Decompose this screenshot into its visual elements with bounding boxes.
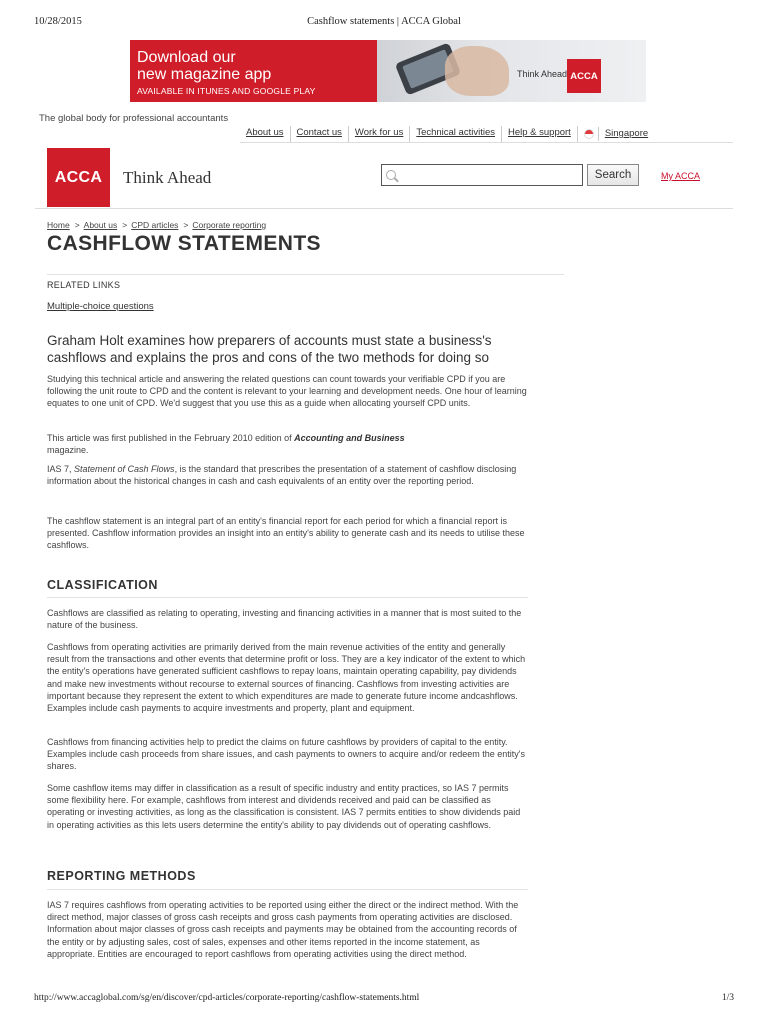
region-label[interactable]: Singapore <box>598 127 654 141</box>
article-intro: Graham Holt examines how preparers of accounts must state a business's cashflows and explains the pros and cons of the two methods for doing so <box>47 333 492 365</box>
page-number: 1/3 <box>721 993 734 1003</box>
page-title: CASHFLOW STATEMENTS <box>47 232 321 255</box>
section-divider <box>47 597 528 598</box>
banner-think-ahead: Think Ahead <box>517 69 568 79</box>
nav-contact-us[interactable]: Contact us <box>290 126 348 142</box>
section-heading-classification: CLASSIFICATION <box>47 578 158 592</box>
section-heading-reporting-methods: REPORTING METHODS <box>47 869 196 883</box>
article-paragraph: IAS 7 requires cashflows from operating activities to be reported using either the direct or the indirect method. With the direct method, major classes of gross cash receipts and gross cash payments from operating activities are disclosed. Information about major classes of gross cash receipts and payments may be obtained from the accounting records of the entity or by adjusting sales, cost of sales, expenses and other items reported in the income statement, as appropriate. Entities are encouraged to report cashflows from operating activities using the direct method. <box>47 900 519 959</box>
top-nav <box>240 126 654 142</box>
text-run: magazine. <box>47 445 89 456</box>
banner-image-panel <box>377 40 646 102</box>
acca-logo[interactable]: ACCA <box>47 148 110 207</box>
banner-line-3: AVAILABLE IN ITUNES AND GOOGLE PLAY <box>137 86 316 96</box>
magazine-name: Accounting and Business <box>294 433 405 443</box>
print-date: 10/28/2015 <box>34 16 82 27</box>
breadcrumb-separator: > <box>122 220 128 230</box>
banner-text-panel <box>130 40 377 102</box>
breadcrumb-cpd-articles[interactable]: CPD articles <box>131 220 179 230</box>
text-run: This article was first published in the February 2010 edition of <box>47 433 295 443</box>
standard-name: Statement of Cash Flows <box>74 464 175 474</box>
region-selector[interactable] <box>577 126 654 142</box>
header-divider <box>35 208 733 209</box>
print-header <box>34 16 734 30</box>
breadcrumb-about-us[interactable]: About us <box>83 220 118 230</box>
related-link-mcq[interactable]: Multiple-choice questions <box>47 301 154 312</box>
article-paragraph: Some cashflow items may differ in classification as a result of specific industry and entity practices, so IAS 7 permits some flexibility here. For example, cashflows from interest and dividends received and paid can be classified as operating or investing activities, as long as the classification is consistent. IAS 7 permits entities to show dividends paid in operating activities as this lets users determine the entity's ability to pay dividends out of operating cashflows. <box>47 783 521 830</box>
my-acca-link[interactable]: My ACCA <box>661 171 701 181</box>
print-url: http://www.accaglobal.com/sg/en/discover/cpd-articles/corporate-reporting/cashflow-statements.html <box>34 993 420 1003</box>
article-paragraph: Cashflows are classified as relating to operating, investing and financing activities in a manner that is most suited to the nature of the business. <box>47 608 522 631</box>
nav-about-us[interactable]: About us <box>246 127 284 138</box>
article-paragraph <box>47 463 527 487</box>
breadcrumb-separator: > <box>183 220 189 230</box>
text-run: , is the standard that prescribes the presentation of a statement of cashflow disclosing information about the historical changes in cash and cash equivalents of an entity over the reporting period. <box>47 464 517 487</box>
breadcrumb <box>47 220 266 230</box>
think-ahead-wordmark: Think Ahead <box>123 168 212 187</box>
nav-technical-activities[interactable]: Technical activities <box>409 126 501 142</box>
section-divider <box>47 889 528 890</box>
banner-line-2: new magazine app <box>137 66 272 83</box>
article-paragraph: Studying this technical article and answering the related questions can count towards your verifiable CPD if you are following the unit route to CPD and the content is relevant to your learning and development needs. One hour of learning equates to one unit of CPD. We'd suggest that you use this as a guide when allocating yourself CPD units. <box>47 374 527 409</box>
magazine-app-banner[interactable] <box>130 40 646 102</box>
nav-help-support[interactable]: Help & support <box>501 126 577 142</box>
article-paragraph: The cashflow statement is an integral part of an entity's financial report for each period for which a financial report is presented. Cashflow information provides an insight into an entity's ability to generate cash and its needs to utilise these cashflows. <box>47 516 525 551</box>
nav-work-for-us[interactable]: Work for us <box>348 126 409 142</box>
search-button[interactable]: Search <box>587 164 639 186</box>
article-paragraph <box>47 432 447 456</box>
search-input[interactable] <box>381 164 583 186</box>
banner-acca-logo: ACCA <box>567 59 601 93</box>
article-paragraph: Cashflows from financing activities help to predict the claims on future cashflows by providers of capital to the entity. Examples include cash proceeds from share issues, and cash payments to owners to acquire and/or redeem the entity's shares. <box>47 737 525 772</box>
print-footer <box>34 993 734 1003</box>
related-links-heading: RELATED LINKS <box>47 280 121 290</box>
article-paragraph: Cashflows from operating activities are primarily derived from the main revenue activities of the entity and generally result from the transactions and other events that determine profit or loss. They are a key indicator of the extent to which the entity's operations have generated sufficient cashflows to repay loans, maintain operating capability, pay dividends and make new investments without recourse to external sources of financing. Cashflows from investing activities are important because they represent the extent to which expenditures are made to generate future income andcashflows. Examples include cash payments to acquire investments and property, plant and equipment. <box>47 642 526 714</box>
text-run: IAS 7, <box>47 464 75 474</box>
breadcrumb-corporate-reporting[interactable]: Corporate reporting <box>192 220 267 230</box>
breadcrumb-separator: > <box>74 220 80 230</box>
nav-divider <box>240 142 733 143</box>
hand-image <box>445 46 509 96</box>
tagline: The global body for professional accountants <box>39 113 229 124</box>
banner-line-1: Download our <box>137 49 236 66</box>
print-title: Cashflow statements | ACCA Global <box>307 16 461 27</box>
singapore-flag-icon <box>584 129 594 139</box>
search-icon <box>386 170 396 180</box>
breadcrumb-home[interactable]: Home <box>47 220 70 230</box>
title-divider <box>47 274 564 275</box>
